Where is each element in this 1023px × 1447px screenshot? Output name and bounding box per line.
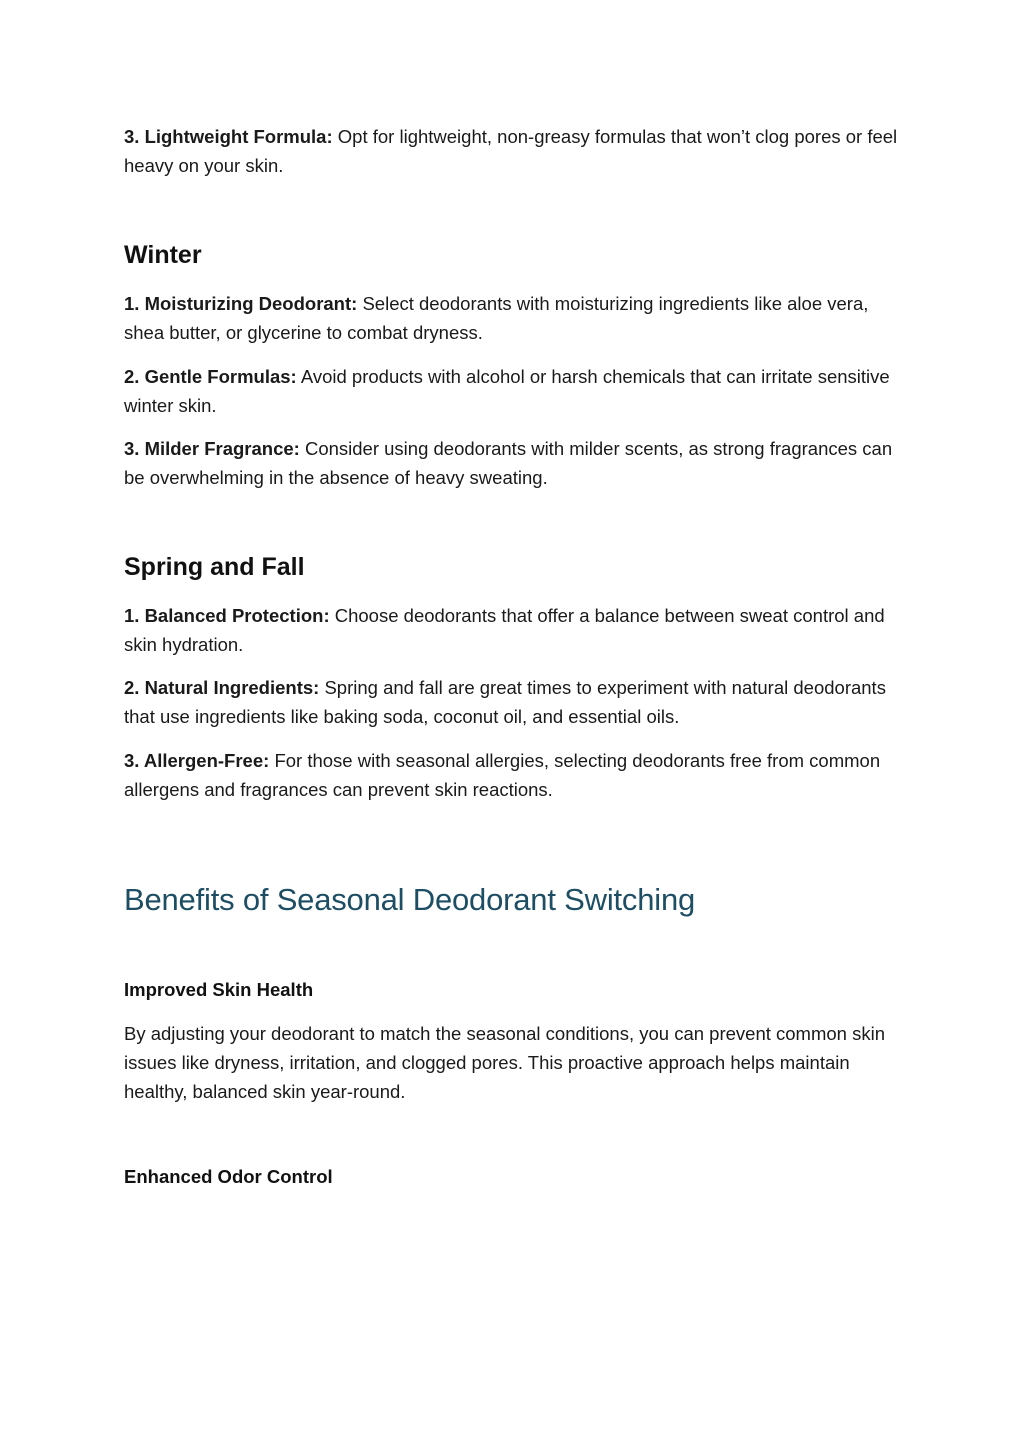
spring-fall-item-balanced-protection <box>124 601 904 659</box>
item-label: 1. Balanced Protection: <box>124 605 330 626</box>
item-text: Avoid products with alcohol or harsh chemicals that can irritate sensitive winter skin. <box>124 366 890 416</box>
subheading-improved-skin-health: Improved Skin Health <box>124 979 314 1000</box>
winter-item-gentle-formulas <box>124 362 904 420</box>
item-text: Choose deodorants that offer a balance between sweat control and skin hydration. <box>124 605 885 655</box>
section-heading-benefits: Benefits of Seasonal Deodorant Switching <box>124 882 696 917</box>
item-text: Opt for lightweight, non-greasy formulas that won’t clog pores or feel heavy on your skin. <box>124 126 898 176</box>
item-text: For those with seasonal allergies, selecting deodorants free from common allergens and fragrances can prevent skin reactions. <box>124 750 881 800</box>
spring-fall-item-natural-ingredients <box>124 673 904 731</box>
item-label: 3. Allergen-Free: <box>124 750 270 771</box>
item-text: Consider using deodorants with milder scents, as strong fragrances can be overwhelming in the absence of heavy sweating. <box>124 438 893 488</box>
item-label: 3. Lightweight Formula: <box>124 126 333 147</box>
section-heading-spring-fall: Spring and Fall <box>124 553 305 581</box>
item-label: 1. Moisturizing Deodorant: <box>124 293 358 314</box>
winter-item-milder-fragrance <box>124 434 904 492</box>
winter-item-moisturizing <box>124 289 904 347</box>
item-text: Spring and fall are great times to experiment with natural deodorants that use ingredients like baking soda, coconut oil, and essential oils. <box>124 677 886 727</box>
subheading-enhanced-odor-control: Enhanced Odor Control <box>124 1166 333 1187</box>
item-text: Select deodorants with moisturizing ingredients like aloe vera, shea butter, or glycerine to combat dryness. <box>124 293 869 343</box>
item-label: 2. Natural Ingredients: <box>124 677 320 698</box>
item-label: 3. Milder Fragrance: <box>124 438 300 459</box>
spring-fall-item-allergen-free <box>124 746 904 804</box>
item-label: 2. Gentle Formulas: <box>124 366 297 387</box>
skin-health-paragraph: By adjusting your deodorant to match the seasonal conditions, you can prevent common skin issues like dryness, irritation, and clogged pores. This proactive approach helps maintain healthy, balanced skin year-round. <box>124 1023 885 1102</box>
summer-item-lightweight-formula <box>124 122 904 180</box>
section-heading-winter: Winter <box>124 241 202 269</box>
